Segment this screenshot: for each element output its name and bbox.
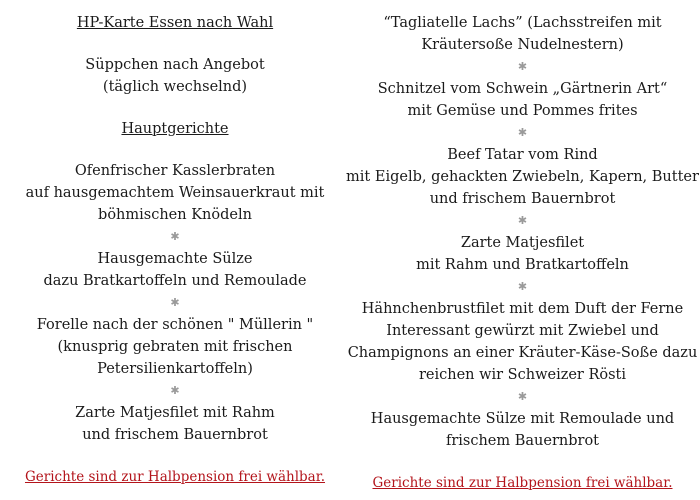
dish-line: Hausgemachte Sülze [97, 251, 253, 267]
dish-left-2 [0, 248, 350, 292]
soup-line-2: (täglich wechselnd) [102, 79, 248, 95]
dish-line: mit Gemüse und Pommes frites [407, 103, 638, 119]
dish-line: mit Eigelb, gehackten Zwiebeln, Kapern, Butter [346, 169, 699, 185]
dish-line: Hähnchenbrustfilet mit dem Duft der Ferne [361, 301, 684, 317]
asterisk-icon: ✱ [170, 230, 180, 243]
dish-line: Schnitzel vom Schwein „Gärtnerin Art“ [377, 81, 668, 97]
dish-line: böhmischen Knödeln [98, 207, 252, 223]
footer-note: Gerichte sind zur Halbpension frei wählbar. [372, 475, 673, 491]
dish-line: auf hausgemachtem Weinsauerkraut mit [25, 185, 325, 201]
asterisk-icon: ✱ [517, 214, 528, 227]
dish-line: Petersilienkartoffeln) [97, 361, 253, 377]
dish-line: Ofenfrischer Kasslerbraten [74, 163, 276, 179]
menu-left-column [0, 12, 350, 488]
dish-right-2 [345, 78, 700, 122]
asterisk-icon: ✱ [170, 384, 180, 397]
dish-line: Hausgemachte Sülze mit Remoulade und [370, 411, 675, 427]
dish-right-4 [345, 232, 700, 276]
dish-line: und frischem Bauernbrot [82, 427, 268, 443]
asterisk-icon: ✱ [517, 60, 528, 73]
dish-line: Beef Tatar vom Rind [447, 147, 598, 163]
dish-right-3 [345, 144, 700, 210]
section-title: Hauptgerichte [121, 121, 229, 137]
dish-line: und frischem Bauernbrot [429, 191, 616, 207]
dish-right-1 [345, 12, 700, 56]
dish-left-3 [0, 314, 350, 380]
soup-line-1: Süppchen nach Angebot [85, 57, 265, 73]
dish-line: (knusprig gebraten mit frischen [57, 339, 293, 355]
dish-line: Kräutersoße Nudelnestern) [421, 37, 624, 53]
dish-line: mit Rahm und Bratkartoffeln [416, 257, 629, 273]
menu-right-column [345, 12, 700, 494]
dish-line: frischem Bauernbrot [445, 433, 600, 449]
dish-line: Champignons an einer Kräuter-Käse-Soße dazu [347, 345, 698, 361]
dish-line: Interessant gewürzt mit Zwiebel und [386, 323, 659, 339]
dish-line: Zarte Matjesfilet mit Rahm [75, 405, 275, 421]
asterisk-icon: ✱ [517, 126, 528, 139]
asterisk-icon: ✱ [517, 280, 528, 293]
dish-line: Zarte Matjesfilet [460, 235, 585, 251]
dish-line: dazu Bratkartoffeln und Remoulade [43, 273, 307, 289]
dish-line: Forelle nach der schönen " Müllerin " [36, 317, 314, 333]
dish-line: reichen wir Schweizer Rösti [418, 367, 627, 383]
dish-line: “Tagliatelle Lachs” (Lachsstreifen mit [383, 15, 662, 31]
menu-title: HP-Karte Essen nach Wahl [76, 15, 274, 31]
dish-right-6 [345, 408, 700, 452]
asterisk-icon: ✱ [170, 296, 180, 309]
dish-left-4 [0, 402, 350, 446]
asterisk-icon: ✱ [517, 390, 528, 403]
dish-left-1 [0, 160, 350, 226]
footer-note: Gerichte sind zur Halbpension frei wählbar. [24, 469, 325, 485]
dish-right-5 [345, 298, 700, 386]
